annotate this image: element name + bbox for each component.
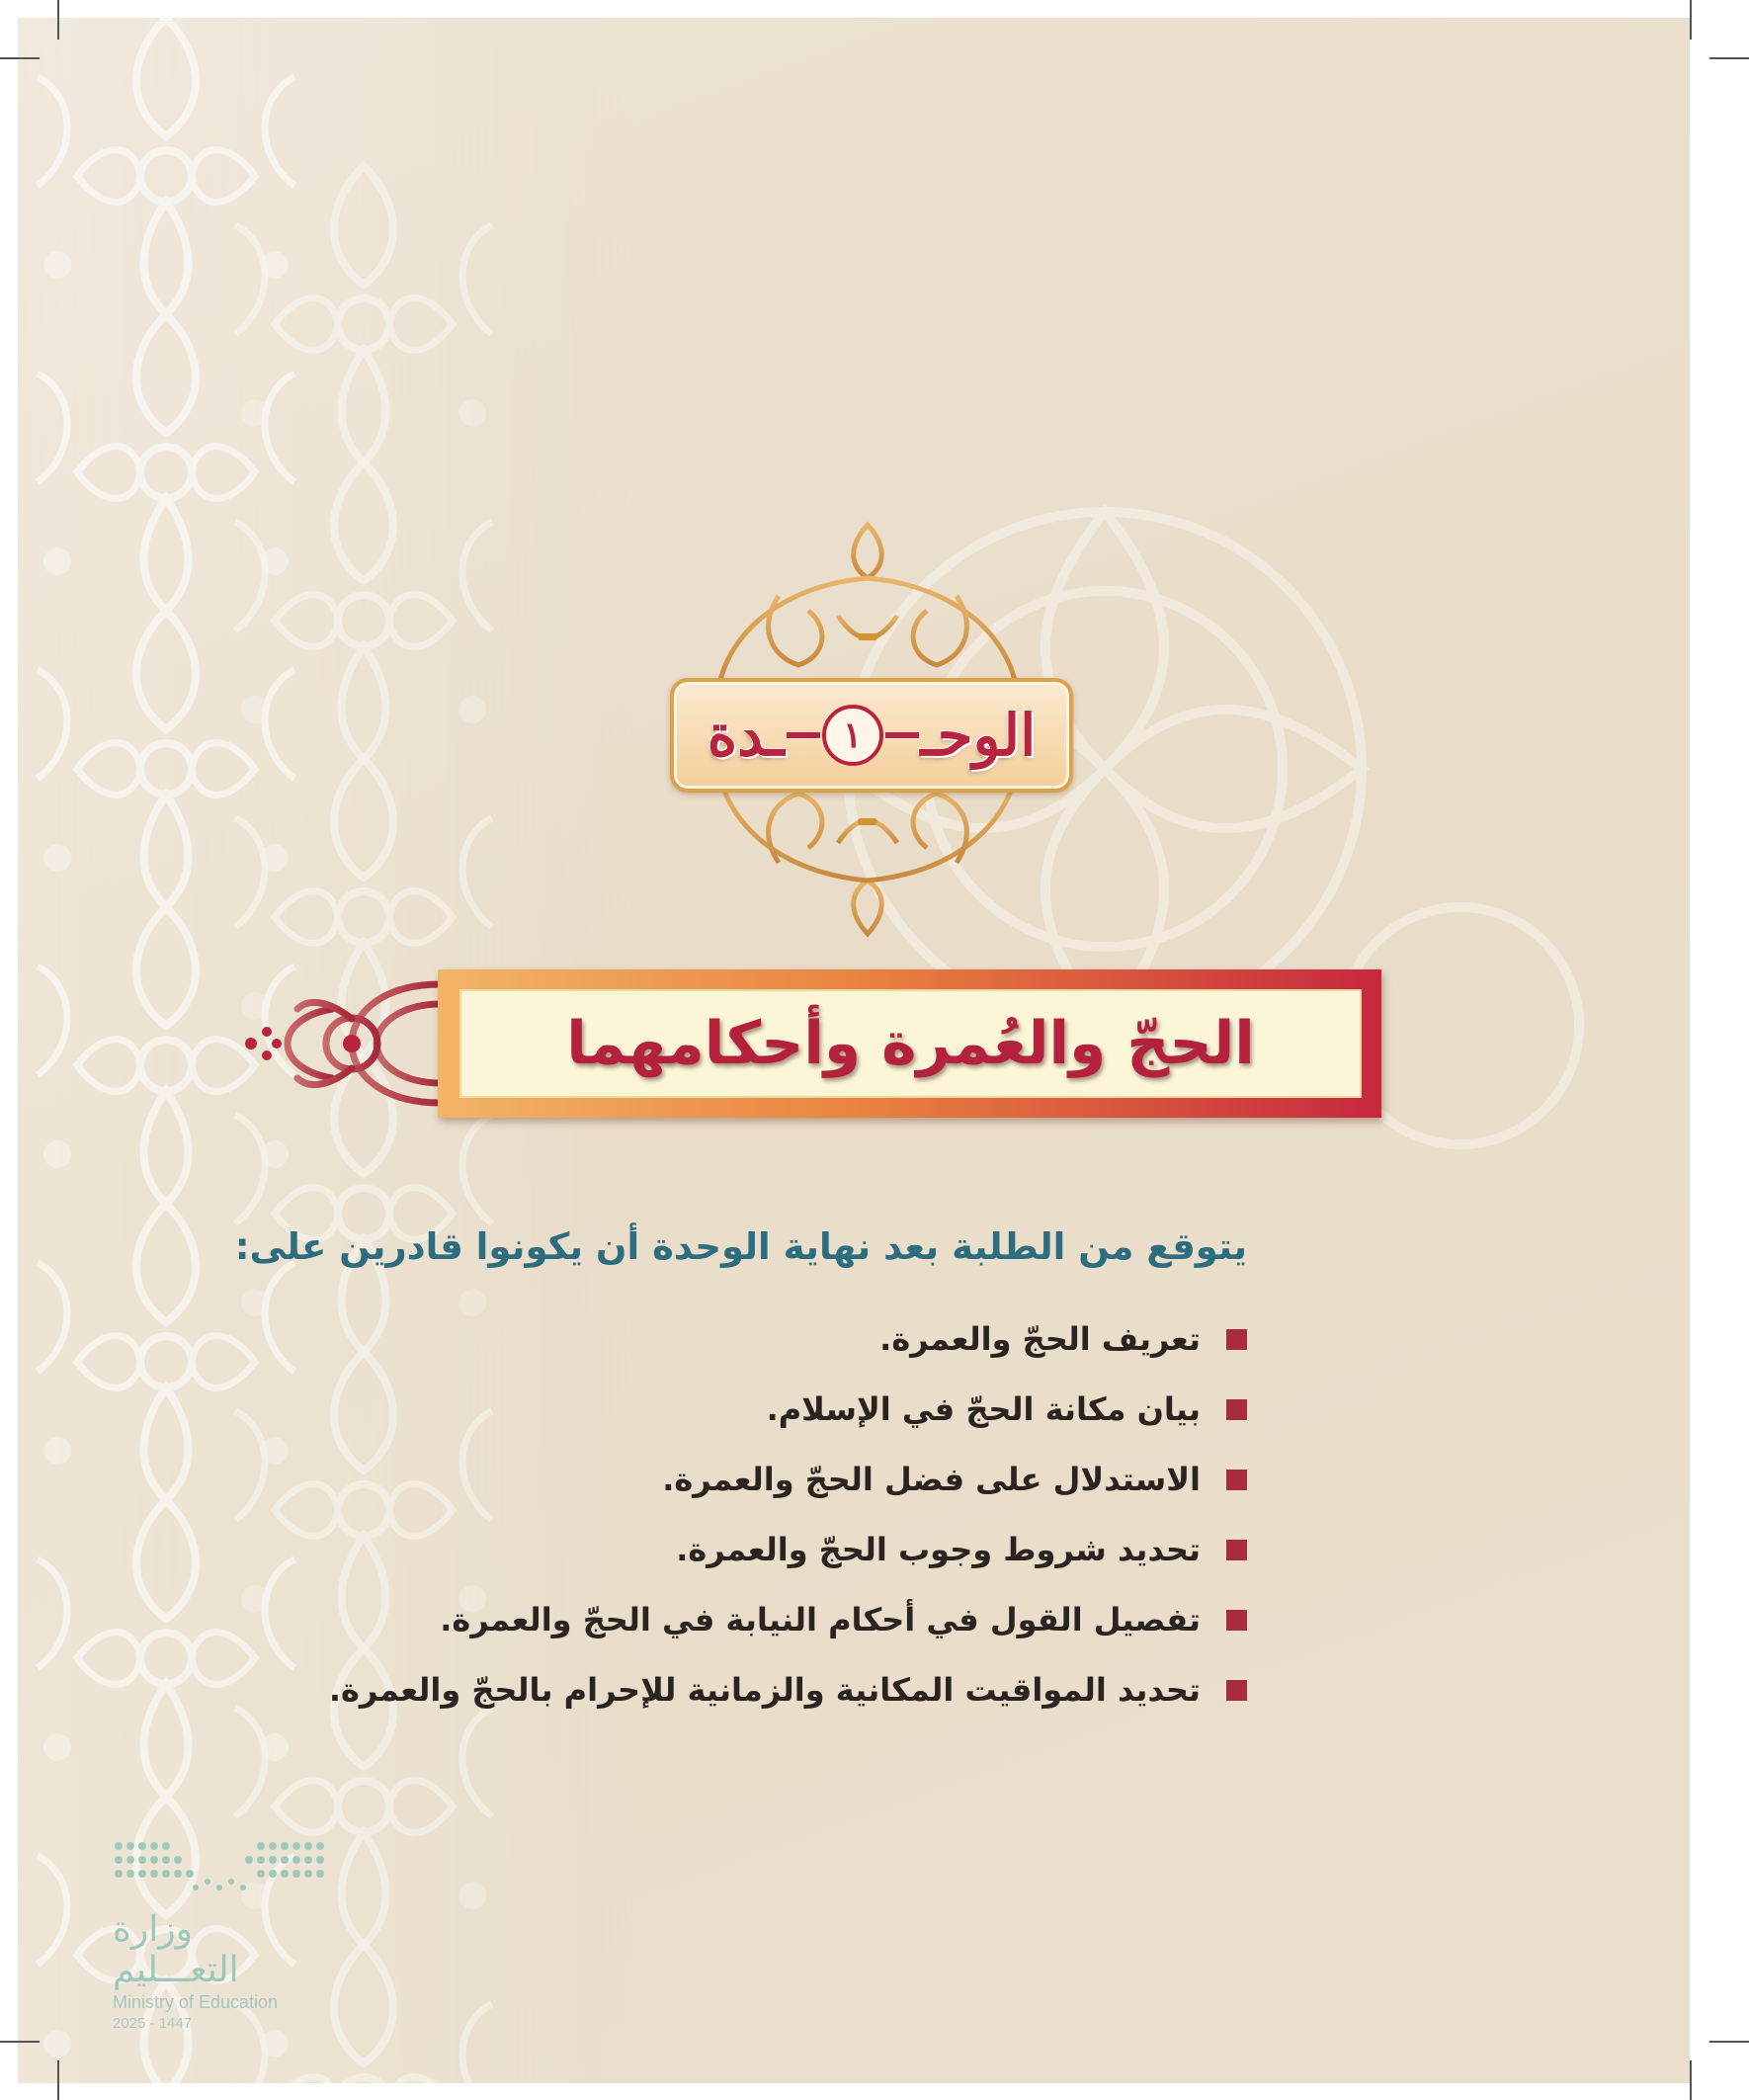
square-bullet-icon bbox=[1226, 1399, 1247, 1420]
objective-item bbox=[160, 1312, 1247, 1366]
objectives-intro: يتوقع من الطلبة بعد نهاية الوحدة أن يكونوا قادرين على: bbox=[234, 1225, 1247, 1268]
objective-text: تفصيل القول في أحكام النيابة في الحجّ والعمرة. bbox=[440, 1601, 1201, 1638]
objectives-list bbox=[160, 1312, 1247, 1733]
objective-item bbox=[160, 1663, 1247, 1717]
unit-word-start: الوحـ bbox=[920, 702, 1037, 769]
objective-item bbox=[160, 1593, 1247, 1646]
page bbox=[18, 18, 1690, 2083]
crop-mark bbox=[0, 2041, 40, 2043]
ministry-english-name: Ministry of Education bbox=[113, 1992, 279, 2012]
swirl-ornament-icon bbox=[233, 965, 451, 1123]
crop-mark bbox=[0, 57, 40, 59]
unit-word-end: ـدة bbox=[707, 702, 785, 769]
unit-label-frame bbox=[670, 678, 1073, 793]
ministry-arabic-name: وزارة التعـــليم bbox=[113, 1909, 239, 1990]
square-bullet-icon bbox=[1226, 1540, 1247, 1560]
square-bullet-icon bbox=[1226, 1610, 1247, 1631]
crop-mark bbox=[1690, 0, 1692, 40]
unit-label bbox=[708, 702, 1036, 769]
square-bullet-icon bbox=[1226, 1470, 1247, 1490]
objective-text: تحديد المواقيت المكانية والزمانية للإحرام بالحجّ والعمرة. bbox=[328, 1671, 1201, 1709]
ministry-year: 2025 - 1447 bbox=[113, 2015, 193, 2032]
square-bullet-icon bbox=[1226, 1329, 1247, 1350]
title-banner bbox=[438, 969, 1381, 1118]
unit-number: ١ bbox=[822, 705, 883, 766]
title-banner-inner bbox=[459, 989, 1362, 1098]
unit-kashida-line bbox=[787, 732, 820, 738]
crop-mark bbox=[1709, 2041, 1749, 2043]
ministry-logo bbox=[113, 1838, 330, 2032]
crop-mark bbox=[57, 2060, 59, 2100]
square-bullet-icon bbox=[1226, 1680, 1247, 1701]
objective-text: بيان مكانة الحجّ في الإسلام. bbox=[766, 1390, 1201, 1428]
crop-mark bbox=[1690, 2060, 1692, 2100]
crop-mark bbox=[57, 0, 59, 40]
objective-item bbox=[160, 1383, 1247, 1436]
crop-mark bbox=[1709, 57, 1749, 59]
objective-text: تعريف الحجّ والعمرة. bbox=[879, 1320, 1201, 1358]
unit-title: الحجّ والعُمرة وأحكامهما bbox=[566, 1009, 1255, 1078]
objective-text: الاستدلال على فضل الحجّ والعمرة. bbox=[662, 1461, 1201, 1498]
unit-kashida-line bbox=[885, 732, 919, 738]
objective-item bbox=[160, 1523, 1247, 1576]
objective-item bbox=[160, 1453, 1247, 1506]
ministry-dots-logo-icon bbox=[113, 1838, 330, 1901]
objective-text: تحديد شروط وجوب الحجّ والعمرة. bbox=[676, 1531, 1201, 1568]
